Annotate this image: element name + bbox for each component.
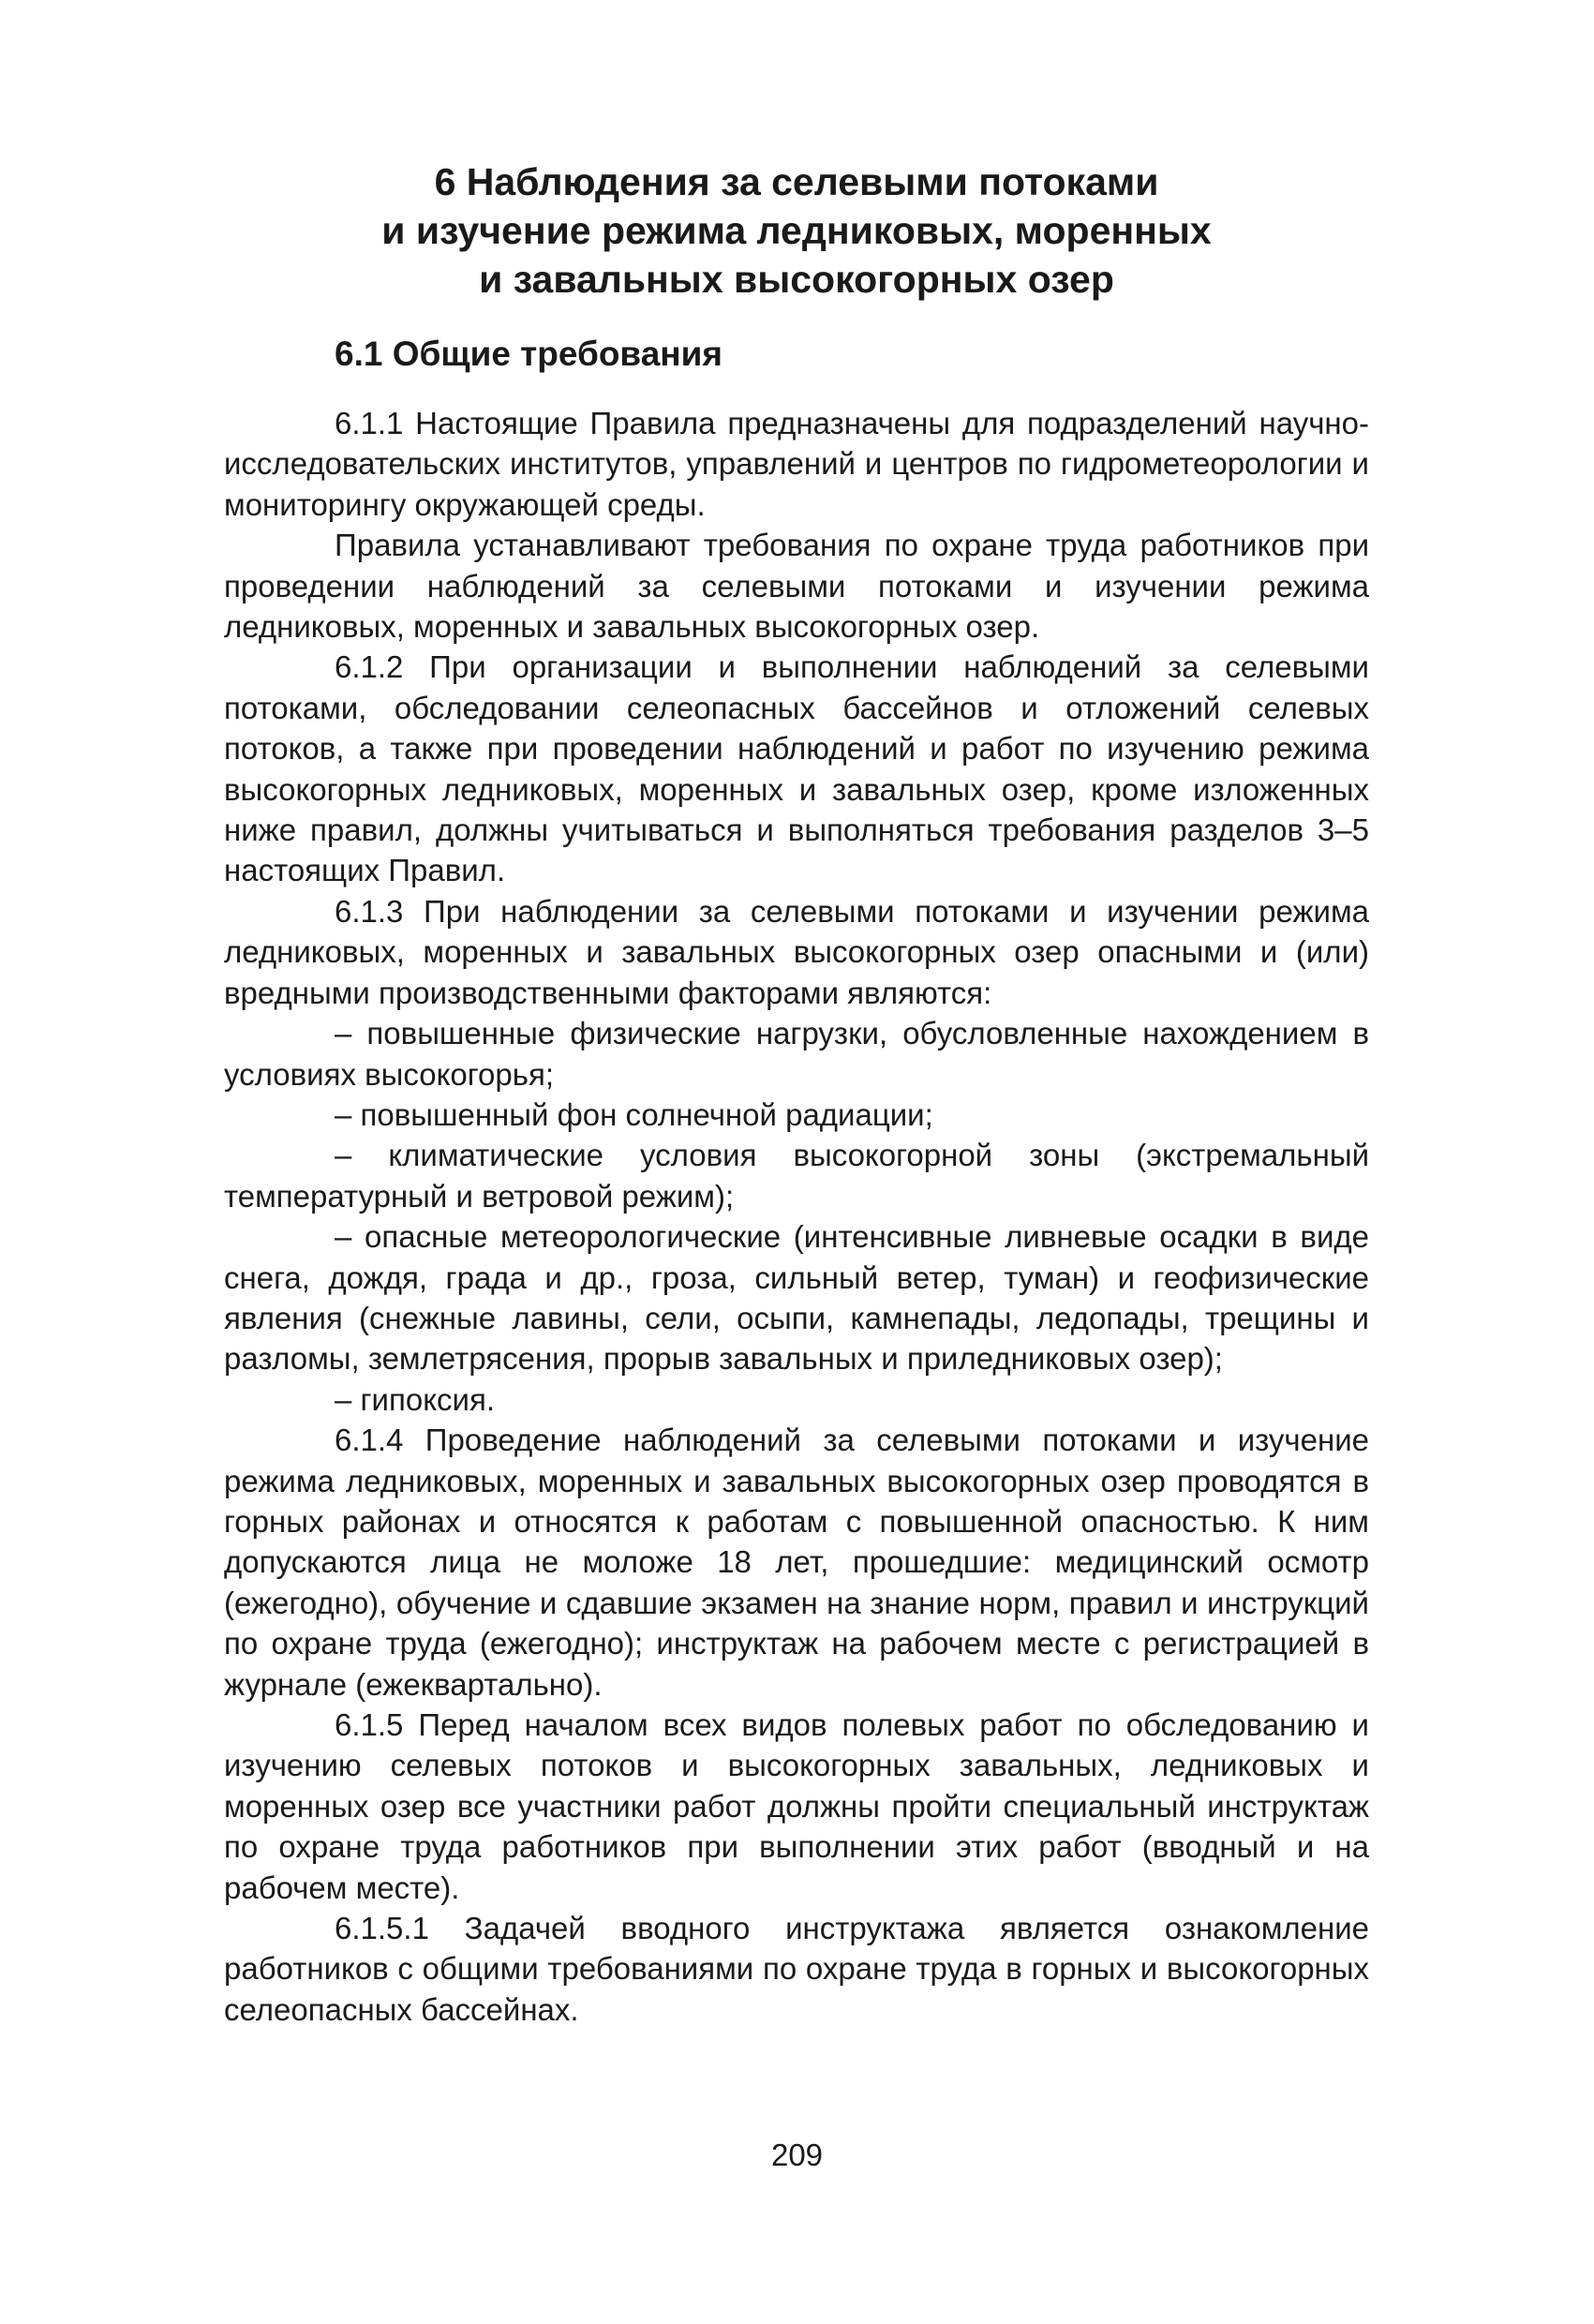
paragraph-6-1-5-1: 6.1.5.1 Задачей вводного инструктажа является ознакомление работников с общими требованиями по охране труда в горных и высокогорных селеопасных бассейнах. (224, 1911, 1369, 2027)
section-heading: 6.1 Общие требования (335, 335, 723, 373)
list-item-solar-radiation: – повышенный фон солнечной радиации; (335, 1096, 933, 1132)
list-item-climate: – климатические условия высокогорной зоны (экстремальный температурный и ветровой режим); (224, 1138, 1369, 1214)
paragraph-6-1-2: 6.1.2 При организации и выполнении наблюдений за селевыми потоками, обследовании селеопасных бассейнов и отложений селевых потоков, а также при проведении наблюдений и работ по изучению режима высокогорных ледниковых, моренных и завальных озер, кроме изложенных ниже правил, должны учитываться и выполняться требования разделов 3–5 настоящих Правил. (224, 649, 1369, 888)
list-item-hazardous-phenomena: – опасные метеорологические (интенсивные ливневые осадки в виде снега, дождя, града и др., гроза, сильный ветер, туман) и геофизические явления (снежные лавины, сели, осыпи, камнепады, ледопады, трещины и разломы, землетрясения, прорыв завальных и приледниковых озер); (224, 1219, 1369, 1377)
paragraph-6-1-5: 6.1.5 Перед началом всех видов полевых работ по обследованию и изучению селевых потоков и высокогорных завальных, ледниковых и моренных озер все участники работ должны пройти специальный инструктаж по охране труда работников при выполнении этих работ (вводный и на рабочем месте). (224, 1707, 1369, 1905)
page-number: 209 (770, 2138, 824, 2172)
paragraph-6-1-3: 6.1.3 При наблюдении за селевыми потоками и изучении режима ледниковых, моренных и завальных высокогорных озер опасными и (или) вредными производственными факторами являются: (224, 893, 1369, 1010)
chapter-title-line: и завальных высокогорных озер (479, 258, 1114, 301)
chapter-title-line: 6 Наблюдения за селевыми потоками (434, 160, 1159, 203)
paragraph-6-1-1: 6.1.1 Настоящие Правила предназначены для подразделений научно-исследовательских институтов, управлений и центров по гидрометеорологии и мониторингу окружающей среды. (224, 406, 1369, 522)
body-text (224, 403, 1369, 2030)
paragraph-rules-scope: Правила устанавливают требования по охране труда работников при проведении наблюдений за селевыми потоками и изучении режима ледниковых, моренных и завальных высокогорных озер. (224, 528, 1369, 645)
list-item-hypoxia: – гипоксия. (335, 1381, 495, 1417)
paragraph-6-1-4: 6.1.4 Проведение наблюдений за селевыми потоками и изучение режима ледниковых, моренных и завальных высокогорных озер проводятся в горных районах и относятся к работам с повышенной опасностью. К ним допускаются лица не моложе 18 лет, прошедшие: медицинский осмотр (ежегодно), обучение и сдавшие экзамен на знание норм, правил и инструкций по охране труда (ежегодно); инструктаж на рабочем месте с регистрацией в журнале (ежеквартально). (224, 1423, 1369, 1702)
chapter-title (216, 157, 1378, 304)
chapter-title-line: и изучение режима ледниковых, моренных (381, 209, 1212, 252)
list-item-physical-loads: – повышенные физические нагрузки, обусловленные нахождением в условиях высокогорья; (224, 1016, 1369, 1092)
